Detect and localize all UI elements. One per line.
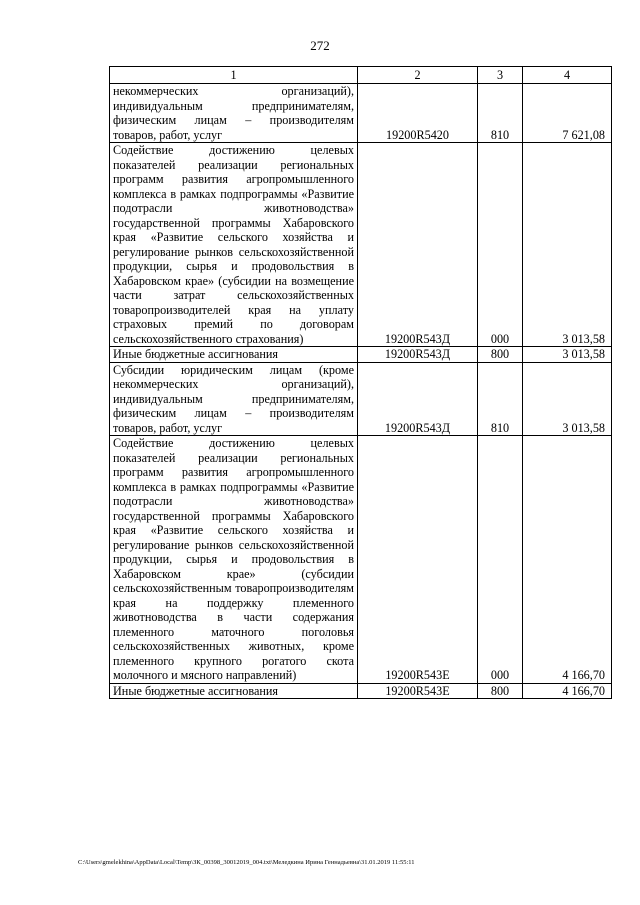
row-description: Иные бюджетные ассигнования (110, 683, 358, 699)
row-target-code: 19200R543Д (358, 347, 478, 363)
table-row (110, 683, 612, 699)
header-col-4: 4 (523, 67, 612, 84)
table-row (110, 362, 612, 436)
row-description: Субсидии юридическим лицам (кроме некоммерческих организаций), индивидуальным предпринимателям, физическим лицам – производителям товаров, работ, услуг (110, 362, 358, 436)
table-row (110, 347, 612, 363)
header-col-3: 3 (478, 67, 523, 84)
row-target-code: 19200R543Д (358, 143, 478, 347)
row-description: Содействие достижению целевых показателей реализации региональных программ развития агропромышленного комплекса в рамках подпрограммы «Развитие подотрасли животноводства» государственной программы Хабаровского края «Развитие сельского хозяйства и регулирование рынков сельскохозяйственной продукции, сырья и продовольствия в Хабаровском крае» (субсидии сельскохозяйственным товаропроизводителям края на поддержку племенного животноводства в части содержания племенного маточного поголовья сельскохозяйственных животных, кроме племенного крупного рогатого скота молочного и мясного направлений) (110, 436, 358, 684)
row-amount: 3 013,58 (523, 347, 612, 363)
row-description: Иные бюджетные ассигнования (110, 347, 358, 363)
row-amount: 4 166,70 (523, 436, 612, 684)
header-col-2: 2 (358, 67, 478, 84)
row-expense-type: 000 (478, 143, 523, 347)
row-amount: 3 013,58 (523, 362, 612, 436)
row-description: Содействие достижению целевых показателей реализации региональных программ развития агропромышленного комплекса в рамках подпрограммы «Развитие подотрасли животноводства» государственной программы Хабаровского края «Развитие сельского хозяйства и регулирование рынков сельскохозяйственной продукции, сырья и продовольствия в Хабаровском крае» (субсидии на возмещение части затрат сельскохозяйственных товаропроизводителей края на уплату страховых премий по договорам сельскохозяйственного страхования) (110, 143, 358, 347)
page-number: 272 (310, 38, 330, 53)
row-expense-type: 800 (478, 683, 523, 699)
header-col-1: 1 (110, 67, 358, 84)
row-expense-type: 800 (478, 347, 523, 363)
budget-table (109, 66, 612, 699)
row-target-code: 19200R543Е (358, 683, 478, 699)
row-amount: 7 621,08 (523, 84, 612, 143)
row-description: некоммерческих организаций), индивидуальным предпринимателям, физическим лицам – производителям товаров, работ, услуг (110, 84, 358, 143)
footer-file-path: C:\Users\gmelekhina\AppData\Local\Temp\ЗК_00398_30012019_004.txt\Меледкина Ирина Геннадьевна\31.01.2019 11:55:11 (78, 859, 415, 866)
row-target-code: 19200R543Е (358, 436, 478, 684)
row-amount: 3 013,58 (523, 143, 612, 347)
row-amount: 4 166,70 (523, 683, 612, 699)
table-row (110, 436, 612, 684)
table-row (110, 143, 612, 347)
row-expense-type: 810 (478, 362, 523, 436)
row-target-code: 19200R5420 (358, 84, 478, 143)
row-target-code: 19200R543Д (358, 362, 478, 436)
row-expense-type: 000 (478, 436, 523, 684)
row-expense-type: 810 (478, 84, 523, 143)
table-header-row (110, 67, 612, 84)
table-row (110, 84, 612, 143)
